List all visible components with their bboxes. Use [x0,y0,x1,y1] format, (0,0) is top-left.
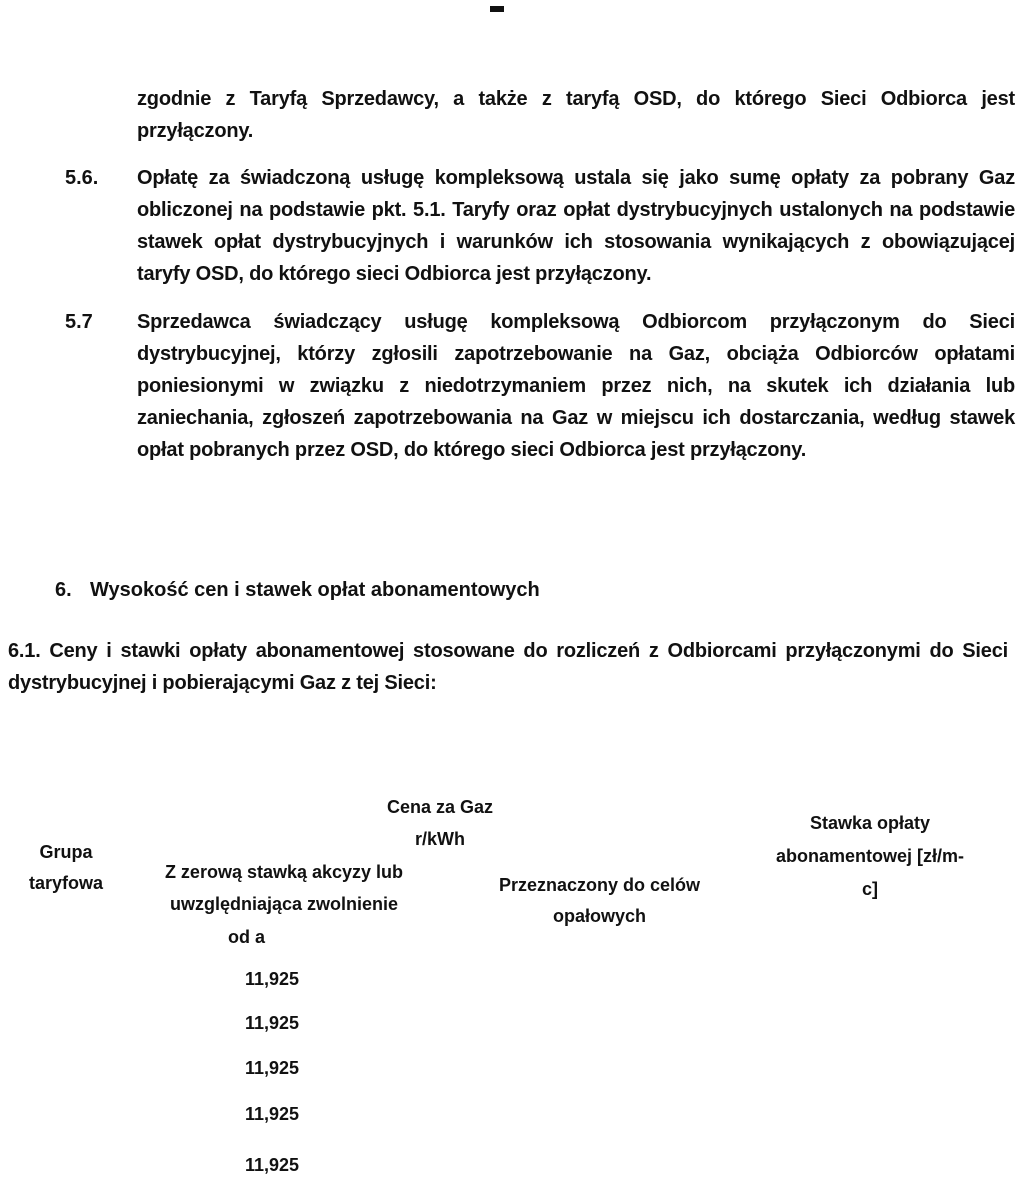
header-cele-opalowe: Przeznaczony do celów opałowych [498,875,701,926]
header-stawka-oplaty: Stawka opłaty abonamentowej [zł/m-c] [775,813,964,899]
header-unit: r/kWh [414,829,465,849]
header-zero-akcyza-line1: Z zerową stawką akcyzy lub [164,862,404,882]
paragraph-5-7: Sprzedawca świadczący usługę kompleksową Odbiorcom przyłączonym do Sieci dystrybucyjnej, którzy zgłosili zapotrzebowanie na Gaz, obciąża Odbiorców opłatami poniesionymi w związku z niedotrzymaniem przez nich, na skutek ich działania lub zaniechania, zgłoszeń zapotrzebowania na Gaz w miejscu ich dostarczania, według stawek opłat pobranych przez OSD, do którego sieci Odbiorca jest przyłączony. [137,311,1015,461]
table-row-value: 11,925 [245,1013,300,1033]
header-grupa-taryfowa: Grupa taryfowa [28,842,104,893]
paragraph-6-1: 6.1. Ceny i stawki opłaty abonamentowej stosowane do rozliczeń z Odbiorcami przyłączonymi do Sieci dystrybucyjnej i pobierającymi Gaz z tej Sieci: [8,640,1008,694]
table-row-value: 11,925 [245,1104,300,1124]
paragraph-5-6: Opłatę za świadczoną usługę kompleksową ustala się jako sumę opłaty za pobrany Gaz obliczonej na podstawie pkt. 5.1. Taryfy oraz opłat dystrybucyjnych ustalonych na podstawie stawek opłat dystrybucyjnych i warunków ich stosowania wynikających z obowiązującej taryfy OSD, do którego sieci Odbiorca jest przyłączony. [137,167,1015,285]
section-6-title: Wysokość cen i stawek opłat abonamentowych [90,579,540,601]
paragraph-5-6-number: 5.6. [65,167,99,189]
header-cena-za-gaz: Cena za Gaz [386,797,494,817]
top-mark [490,6,504,12]
table-row-value: 11,925 [245,1058,300,1078]
table-row-value: 11,925 [245,1155,300,1175]
header-zero-akcyza-line3: od a [228,927,266,947]
paragraph-continuation: zgodnie z Taryfą Sprzedawcy, a także z taryfą OSD, do którego Sieci Odbiorca jest przyłączony. [137,88,1015,142]
paragraph-5-7-number: 5.7 [65,311,93,333]
section-6-number: 6. [55,579,72,601]
header-zero-akcyza-line2: uwzględniająca zwolnienie [169,894,399,914]
table-row-value: 11,925 [245,969,300,989]
